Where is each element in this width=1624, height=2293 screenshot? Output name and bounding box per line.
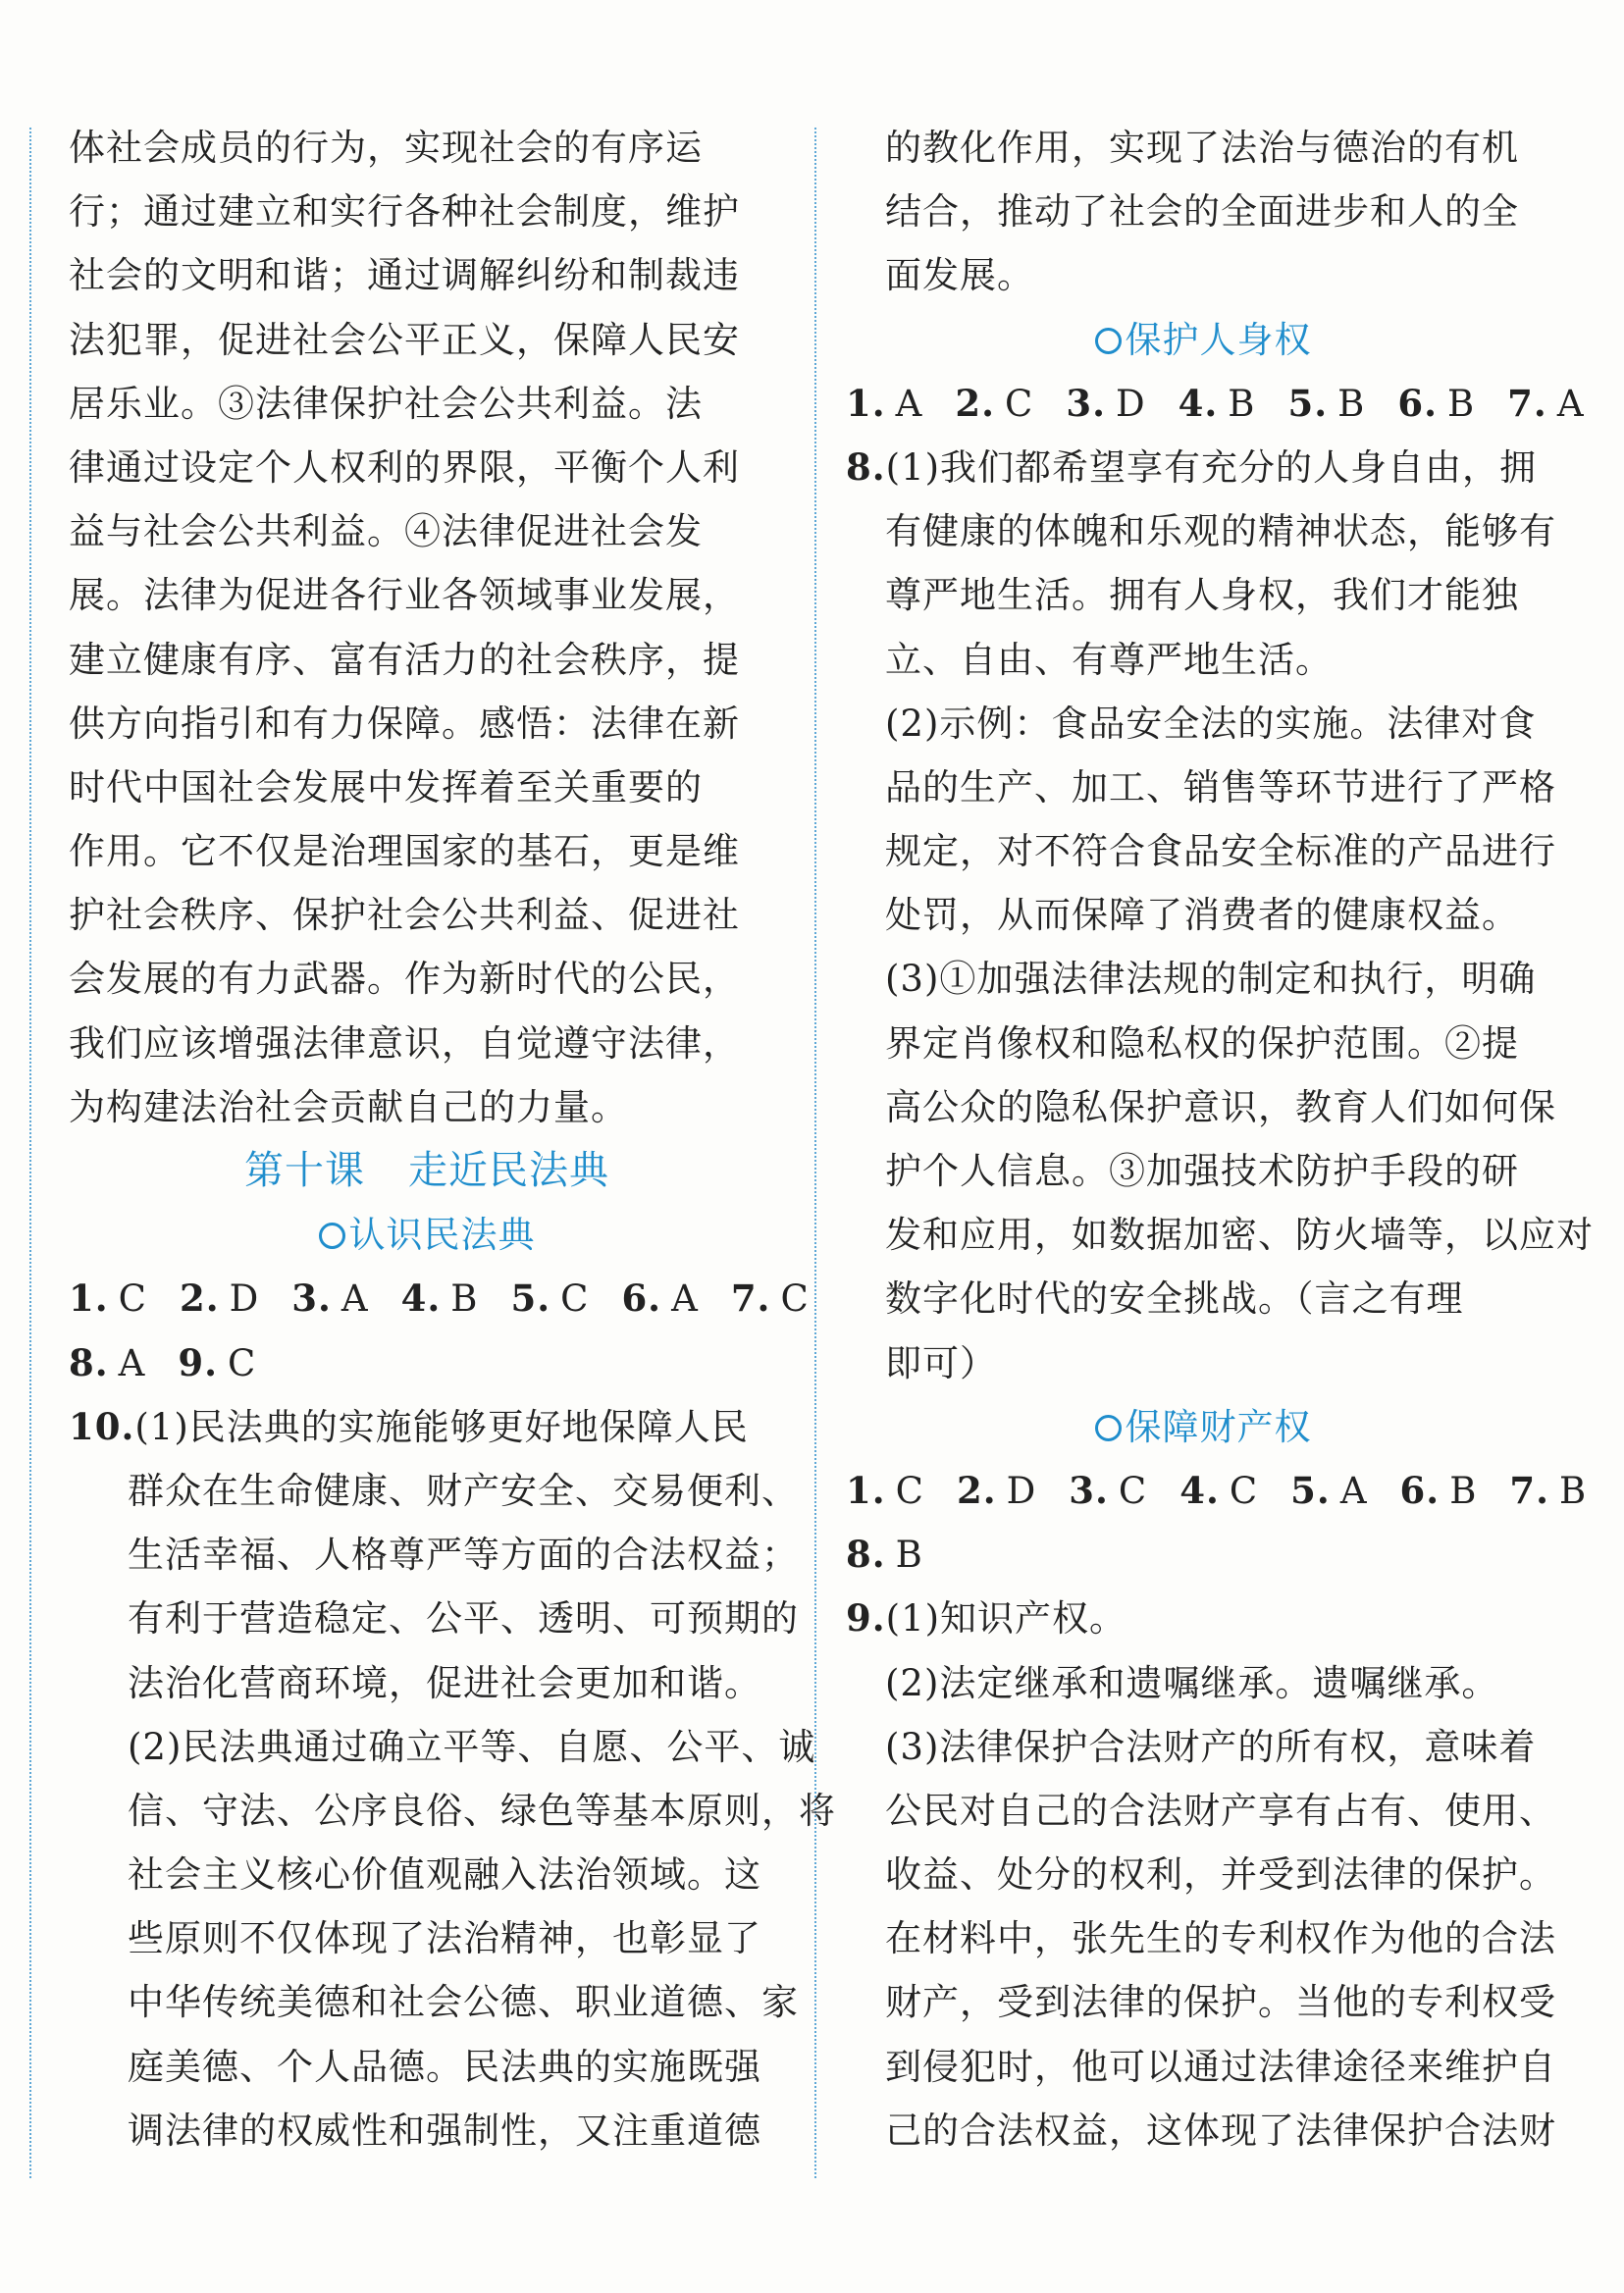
- answer-number: 7.: [1509, 1468, 1550, 1512]
- answer-item: [510, 1267, 589, 1330]
- answer-choice: C: [895, 1469, 924, 1512]
- text-line: 界定肖像权和隐私权的保护范围。②提: [885, 1021, 1519, 1065]
- answer-number: 4.: [1179, 1468, 1220, 1512]
- text-line: 生活幸福、人格尊严等方面的合法权益；: [128, 1534, 799, 1577]
- answer-number: 5.: [1287, 381, 1329, 425]
- text-line: (2)示例：食品安全法的实施。法律对食: [885, 702, 1537, 745]
- answer-item: [957, 1459, 1036, 1523]
- answer-choice: B: [1337, 382, 1366, 425]
- answer-choice: C: [1118, 1469, 1148, 1512]
- text-line: 收益、处分的权利，并受到法律的保护。: [885, 1853, 1556, 1897]
- circle-icon: [1095, 328, 1122, 354]
- answer-choice: A: [118, 1341, 146, 1384]
- text-line: 我们应该增强法律意识，自觉遵守法律，: [69, 1021, 740, 1065]
- answer-number: 2.: [956, 1468, 997, 1512]
- answer-choice: C: [1229, 1469, 1259, 1512]
- answer-choice: A: [671, 1277, 699, 1321]
- right-intro-paragraph: [846, 116, 1560, 308]
- section-title-1: 认识民法典: [69, 1203, 785, 1267]
- answer-choice: C: [560, 1277, 590, 1321]
- text-line: 社会的文明和谐；通过调解纠纷和制裁违: [69, 254, 740, 297]
- answer-choice: B: [1559, 1469, 1588, 1512]
- text-line: (2)法定继承和遗嘱继承。遗嘱继承。: [885, 1661, 1499, 1704]
- lesson-title: [69, 1139, 785, 1203]
- answer-choice: A: [341, 1277, 369, 1321]
- text-line: 面发展。: [885, 254, 1034, 297]
- text-line: 规定，对不符合食品安全标准的产品进行: [885, 830, 1556, 873]
- answer-choice: C: [780, 1277, 810, 1321]
- answer-number: 9.: [178, 1340, 219, 1384]
- answer-choice: D: [1115, 382, 1146, 425]
- answer-choice: C: [118, 1277, 147, 1321]
- answer-number: 5.: [1290, 1468, 1331, 1512]
- text-line: 处罚，从而保障了消费者的健康权益。: [885, 894, 1519, 937]
- answer-item: [1400, 1459, 1478, 1523]
- answer-choice: B: [450, 1277, 479, 1321]
- answer-item: [180, 1267, 259, 1330]
- text-line: 护社会秩序、保护社会公共利益、促进社: [69, 894, 740, 937]
- question-9-body: [846, 1651, 1560, 2163]
- question-number: 10.: [69, 1404, 135, 1448]
- answer-item: [69, 1267, 147, 1330]
- text-line: 立、自由、有尊严地生活。: [885, 638, 1333, 681]
- answer-item: [1507, 372, 1584, 436]
- answer-item: [846, 372, 922, 436]
- text-line: 品的生产、加工、销售等环节进行了严格: [885, 765, 1556, 808]
- answer-item: [621, 1267, 698, 1330]
- answer-item: [1066, 372, 1145, 436]
- answer-number: 2.: [179, 1277, 220, 1321]
- answer-number: 7.: [730, 1277, 771, 1321]
- answer-item: [1179, 1459, 1258, 1523]
- text-line: 护个人信息。③加强技术防护手段的研: [885, 1150, 1519, 1192]
- answer-number: 7.: [1507, 381, 1547, 425]
- answer-number: 6.: [621, 1277, 662, 1321]
- question-10-first-line: 10.(1)民法典的实施能够更好地保障人民: [69, 1395, 785, 1459]
- right-column: [846, 116, 1594, 2163]
- text-line: 群众在生命健康、财产安全、交易便利、: [128, 1469, 799, 1512]
- text-line: (2)民法典通过确立平等、自愿、公平、诚: [128, 1725, 816, 1768]
- answer-item: [1179, 372, 1256, 436]
- text-line: 高公众的隐私保护意识，教育人们如何保: [885, 1085, 1556, 1128]
- text-line: 律通过设定个人权利的界限，平衡个人利: [69, 445, 740, 489]
- text-line: 在材料中，张先生的专利权作为他的合法: [885, 1917, 1556, 1960]
- question-10-body: [69, 1459, 836, 2163]
- text-line: 数字化时代的安全挑战。（言之有理: [885, 1277, 1464, 1321]
- text-line: 有健康的体魄和乐观的精神状态，能够有: [885, 510, 1556, 553]
- text-line: 展。法律为促进各行业各领域事业发展，: [69, 574, 740, 617]
- text-line: 会发展的有力武器。作为新时代的公民，: [69, 958, 740, 1001]
- text-line: 时代中国社会发展中发挥着至关重要的: [69, 765, 703, 808]
- text-line: 中华传统美德和社会公德、职业道德、家: [128, 1981, 799, 2024]
- answer-number: 6.: [1399, 1468, 1441, 1512]
- answer-item: [178, 1331, 256, 1395]
- lesson-number: 第十课: [244, 1148, 365, 1193]
- text-line: (3)法律保护合法财产的所有权，意味着: [885, 1725, 1537, 1768]
- text-line: (3)①加强法律法规的制定和执行，明确: [885, 958, 1537, 1001]
- answer-choice: B: [895, 1534, 923, 1577]
- text-line: 有利于营造稳定、公平、透明、可预期的: [128, 1597, 799, 1641]
- answer-choice: B: [1449, 1469, 1478, 1512]
- answer-item: [1287, 372, 1365, 436]
- text-line: 益与社会公共利益。④法律促进社会发: [69, 510, 703, 553]
- answer-number: 1.: [69, 1277, 109, 1321]
- text-line: 法治化营商环境，促进社会更加和谐。: [128, 1661, 761, 1704]
- answer-number: 1.: [846, 1468, 886, 1512]
- text-line: 的教化作用，实现了法治与德治的有机: [885, 127, 1519, 169]
- answer-item: [955, 372, 1033, 436]
- text-line: 供方向指引和有力保障。感悟：法律在新: [69, 702, 740, 745]
- answer-choice: C: [1005, 382, 1034, 425]
- text-line: 财产，受到法律的保护。当他的专利权受: [885, 1981, 1556, 2024]
- answer-choice: B: [1228, 382, 1256, 425]
- question-9-first-line: 9.(1)知识产权。: [846, 1587, 1560, 1650]
- section-title-3: 保障财产权: [846, 1395, 1560, 1459]
- answer-number: 3.: [1066, 381, 1106, 425]
- circle-icon: [319, 1223, 345, 1249]
- text-line: 己的合法权益，这体现了法律保护合法财: [885, 2109, 1556, 2152]
- question-8-body: [846, 499, 1594, 1395]
- answer-item: [846, 1459, 924, 1523]
- text-line: 发和应用，如数据加密、防火墙等，以应对: [885, 1214, 1594, 1257]
- answer-number: 5.: [510, 1277, 551, 1321]
- answer-item: [1290, 1459, 1367, 1523]
- lesson-name: 走近民法典: [408, 1148, 609, 1193]
- answer-number: 4.: [400, 1277, 442, 1321]
- answer-item: [1069, 1459, 1147, 1523]
- question-number: 9.: [846, 1596, 886, 1641]
- answer-row: [846, 1523, 1560, 1587]
- answer-item: [69, 1331, 145, 1395]
- answer-item: [1509, 1459, 1587, 1523]
- text-line: 庭美德、个人品德。民法典的实施既强: [128, 2045, 761, 2088]
- text-line: 法犯罪，促进社会公平正义，保障人民安: [69, 318, 740, 361]
- answer-choice: A: [1339, 1469, 1368, 1512]
- answer-choice: A: [895, 382, 923, 425]
- answer-item: [291, 1267, 368, 1330]
- answer-item: [1397, 372, 1475, 436]
- answer-choice: B: [1446, 382, 1476, 425]
- question-8-first-line: 8.(1)我们都希望享有充分的人身自由，拥: [846, 436, 1560, 499]
- text-line: 即可）: [885, 1341, 997, 1384]
- text-line: 作用。它不仅是治理国家的基石，更是维: [69, 830, 740, 873]
- answer-choice: D: [1006, 1469, 1037, 1512]
- left-column: [69, 116, 836, 2163]
- text-line: 信、守法、公序良俗、绿色等基本原则，将: [128, 1789, 836, 1832]
- answer-item: [731, 1267, 810, 1330]
- answer-number: 3.: [291, 1277, 332, 1321]
- text-line: 些原则不仅体现了法治精神，也彰显了: [128, 1917, 761, 1960]
- center-divider-line: [814, 128, 816, 2178]
- section-title-2: 保护人身权: [846, 308, 1560, 372]
- answer-number: 2.: [955, 381, 996, 425]
- left-margin-line: [29, 128, 31, 2178]
- text-line: 为构建法治社会贡献自己的力量。: [69, 1085, 628, 1128]
- left-intro-paragraph: [69, 116, 785, 1139]
- text-line: 到侵犯时，他可以通过法律途径来维护自: [885, 2045, 1556, 2088]
- text-line: 社会主义核心价值观融入法治领域。这: [128, 1853, 761, 1897]
- text-line: 调法律的权威性和强制性，又注重道德: [128, 2109, 761, 2152]
- answer-item: [401, 1267, 479, 1330]
- answer-item: [846, 1523, 923, 1587]
- text-line: 结合，推动了社会的全面进步和人的全: [885, 190, 1519, 234]
- circle-icon: [1095, 1415, 1122, 1441]
- text-line: 居乐业。③法律保护社会公共利益。法: [69, 382, 703, 425]
- text-line: 建立健康有序、富有活力的社会秩序，提: [69, 638, 740, 681]
- answer-choice: D: [229, 1277, 260, 1321]
- answer-number: 8.: [846, 1533, 886, 1577]
- answer-choice: A: [1556, 382, 1585, 425]
- answer-row: [69, 1267, 810, 1330]
- text-line: 行；通过建立和实行各种社会制度，维护: [69, 190, 740, 234]
- answer-number: 4.: [1178, 381, 1219, 425]
- question-number: 8.: [846, 444, 886, 489]
- answer-number: 1.: [846, 381, 886, 425]
- text-line: 体社会成员的行为，实现社会的有序运: [69, 127, 703, 169]
- text-line: 尊严地生活。拥有人身权，我们才能独: [885, 574, 1519, 617]
- answer-row: [846, 372, 1585, 436]
- text-line: 公民对自己的合法财产享有占有、使用、: [885, 1789, 1556, 1832]
- answer-row: [69, 1331, 785, 1395]
- answer-choice: C: [228, 1341, 257, 1384]
- answer-row: [846, 1459, 1588, 1523]
- answer-number: 6.: [1397, 381, 1438, 425]
- answer-number: 8.: [69, 1340, 109, 1384]
- answer-number: 3.: [1069, 1468, 1109, 1512]
